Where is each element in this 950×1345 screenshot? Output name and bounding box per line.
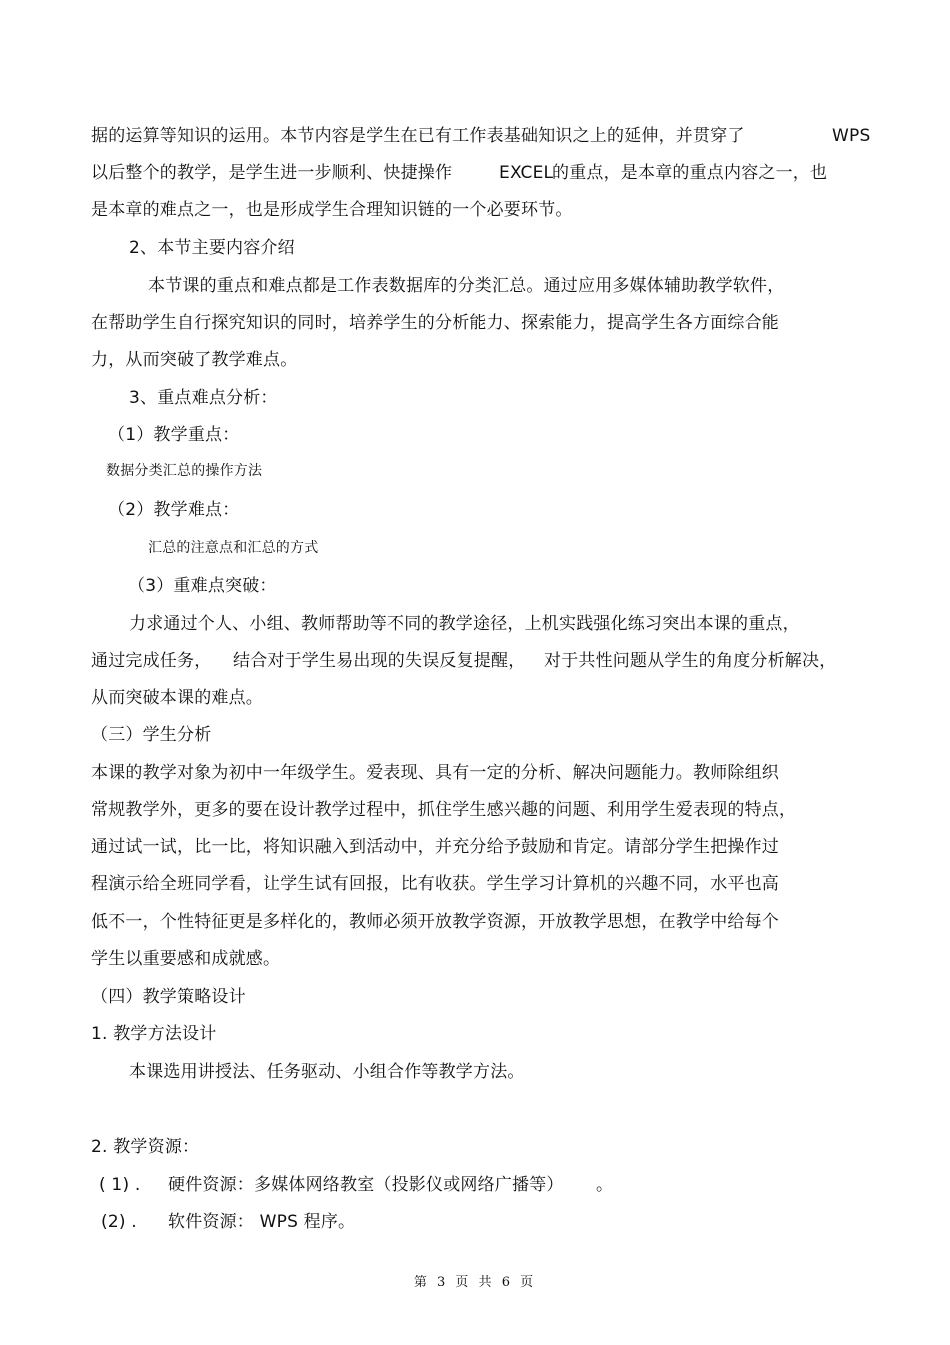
student-analysis-line-1: 本课的教学对象为初中一年级学生。爱表现、具有一定的分析、解决问题能力。教师除组织 [91,763,779,783]
resource-2-text: 软件资源： WPS 程序。 [168,1212,356,1232]
student-analysis-line-4: 程演示给全班同学看，让学生试有回报，比有收获。学生学习计算机的兴趣不同，水平也高 [91,874,779,894]
difficulty-text: 汇总的注意点和汇总的方式 [148,540,319,556]
student-analysis-line-5: 低不一，个性特征更是多样化的，教师必须开放教学资源，开放教学思想，在教学中给每个 [91,912,779,932]
resource-heading: 2. 教学资源： [91,1137,200,1157]
resource-1-end: 。 [596,1175,614,1195]
breakthrough-line-3: 从而突破本课的难点。 [91,688,263,708]
breakthrough-line-2c: 对于共性问题从学生的角度分析解决， [544,651,837,671]
student-analysis-line-2: 常规教学外，更多的要在设计教学过程中，抓住学生感兴趣的问题、利用学生爱表现的特点， [91,800,797,820]
strategy-heading: （四）教学策略设计 [91,987,246,1007]
student-analysis-heading: （三）学生分析 [91,725,212,745]
section-2-line-2: 在帮助学生自行探究知识的同时，培养学生的分析能力、探索能力，提高学生各方面综合能 [91,313,779,333]
intro-line-1: 据的运算等知识的运用。本节内容是学生在已有工作表基础知识之上的延伸，并贯穿了 [91,126,745,146]
intro-line-1-wps: WPS [832,126,871,146]
section-2-line-1: 本节课的重点和难点都是工作表数据库的分类汇总。通过应用多媒体辅助教学软件， [148,276,785,296]
key-point-text: 数据分类汇总的操作方法 [106,463,263,479]
intro-line-3: 是本章的难点之一，也是形成学生合理知识链的一个必要环节。 [91,200,573,220]
section-3-heading: 3、重点难点分析： [129,388,278,408]
breakthrough-line-2a: 通过完成任务， [91,651,212,671]
breakthrough-heading: （3）重难点突破： [128,576,277,596]
intro-line-2-excel: EXCEL [499,163,554,183]
student-analysis-line-6: 学生以重要感和成就感。 [91,949,281,969]
breakthrough-line-2b: 结合对于学生易出现的失误反复提醒， [233,651,526,671]
resource-1-number: ( 1) . [99,1175,141,1195]
section-2-line-3: 力，从而突破了教学难点。 [91,350,298,370]
resource-1-text: 硬件资源：多媒体网络教室（投影仪或网络广播等） [168,1175,564,1195]
page-number-footer: 第 3 页 共 6 页 [413,1275,537,1290]
key-point-heading: （1）教学重点： [108,425,240,445]
breakthrough-line-1: 力求通过个人、小组、教师帮助等不同的教学途径，上机实践强化练习突出本课的重点， [129,614,800,634]
intro-line-2-tail: 的重点，是本章的重点内容之一，也 [552,163,828,183]
resource-2-number: (2) . [101,1212,137,1232]
section-2-heading: 2、本节主要内容介绍 [129,238,295,258]
difficulty-heading: （2）教学难点： [108,500,240,520]
method-heading: 1. 教学方法设计 [91,1024,217,1044]
method-text: 本课选用讲授法、任务驱动、小组合作等教学方法。 [129,1062,525,1082]
student-analysis-line-3: 通过试一试，比一比，将知识融入到活动中，并充分给予鼓励和肯定。请部分学生把操作过 [91,837,779,857]
intro-line-2: 以后整个的教学，是学生进一步顺利、快捷操作 [91,163,453,183]
